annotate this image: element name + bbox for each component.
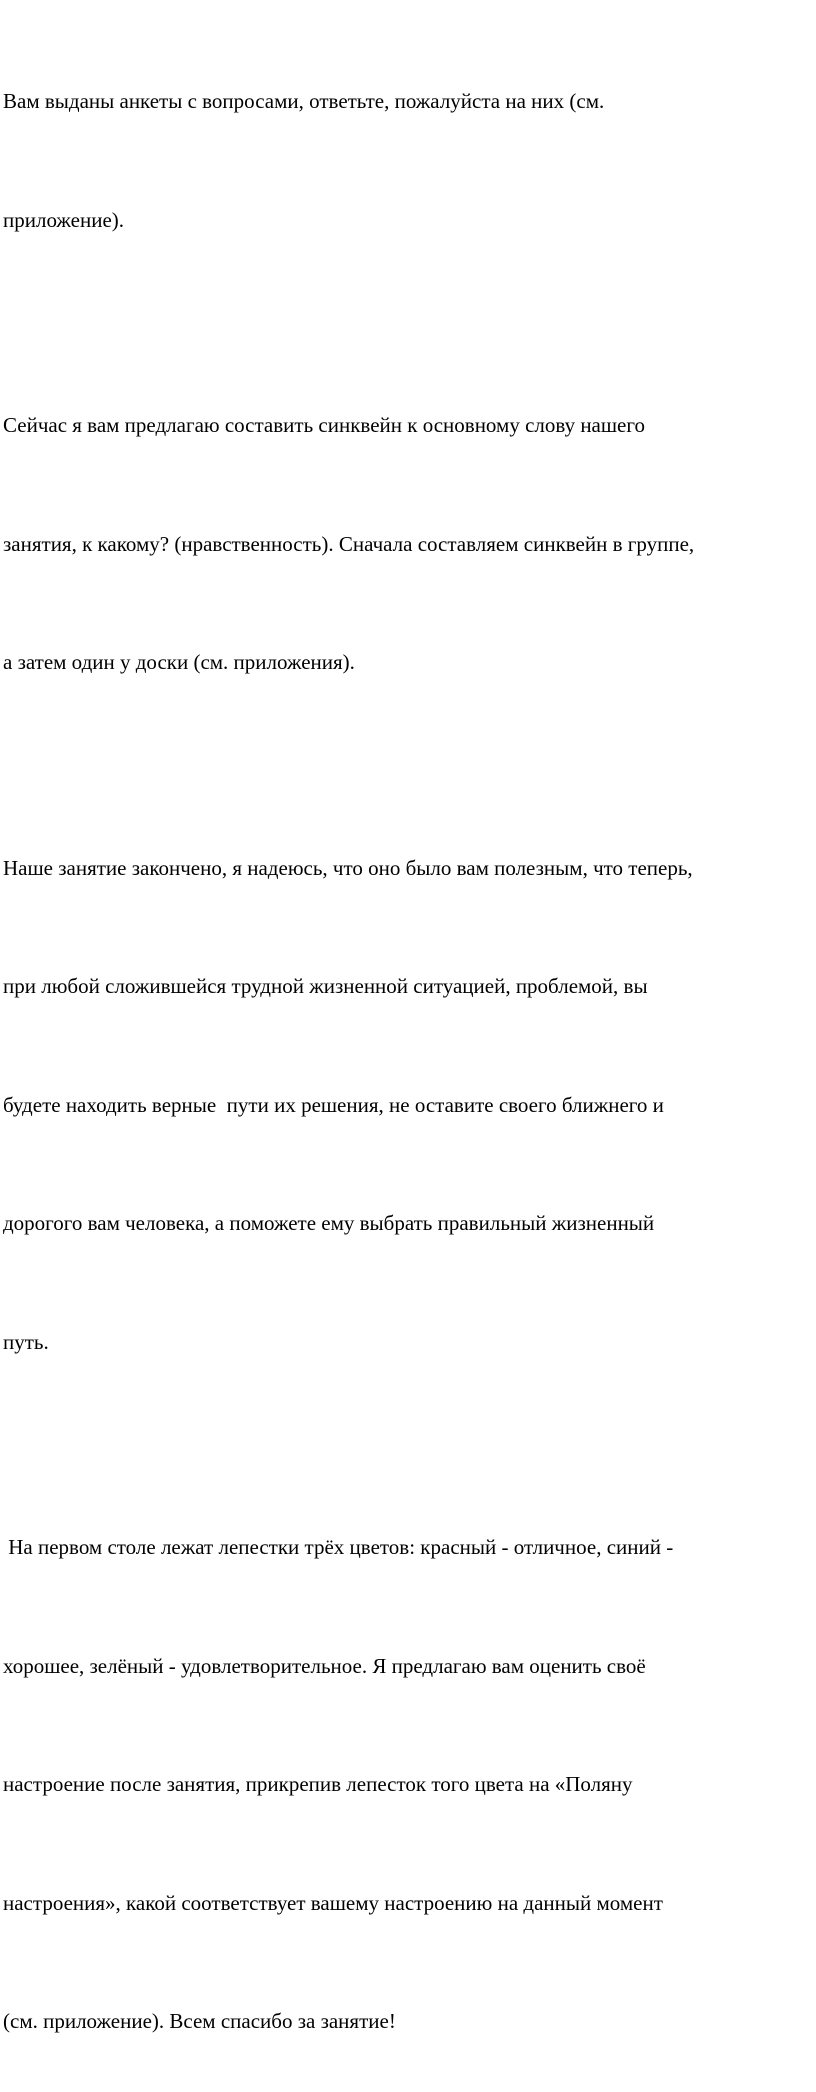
text-line: настроение после занятия, прикрепив лепесток того цвета на «Поляну [3, 1772, 633, 1796]
text-line: На первом столе лежат лепестки трёх цветов: красный - отличное, синий - [3, 1535, 674, 1559]
text-line: при любой сложившейся трудной жизненной ситуацией, проблемой, вы [3, 974, 648, 998]
text-line: занятия, к какому? (нравственность). Сначала составляем синквейн в группе, [3, 531, 695, 556]
text-line: будете находить верные пути их решения, не оставите своего ближнего и [3, 1092, 664, 1117]
paragraph-cinquain [3, 327, 811, 762]
text-line: Наше занятие закончено, я надеюсь, что оно было вам полезным, что теперь, [3, 855, 693, 880]
text-line: приложение). [3, 207, 125, 232]
text-line: дорогого вам человека, а поможете ему выбрать правильный жизненный [3, 1211, 655, 1235]
paragraph-mood-petals [3, 1449, 811, 2092]
paragraph-conclusion [3, 770, 811, 1442]
text-line: путь. [3, 1329, 49, 1354]
text-line: Сейчас я вам предлагаю составить синквейн к основному слову нашего [3, 413, 645, 437]
text-line: Вам выданы анкеты с вопросами, ответьте, пожалуйста на них (см. [3, 89, 605, 113]
text-line: (см. приложение). Всем спасибо за занятие! [3, 2009, 396, 2033]
text-line: хорошее, зелёный - удовлетворительное. Я предлагаю вам оценить своё [3, 1653, 646, 1678]
text-line: настроения», какой соответствует вашему настроению на данный момент [3, 1890, 663, 1915]
paragraph-questionnaire [3, 3, 811, 319]
document-body [3, 0, 811, 2092]
text-line: а затем один у доски (см. приложения). [3, 650, 355, 674]
